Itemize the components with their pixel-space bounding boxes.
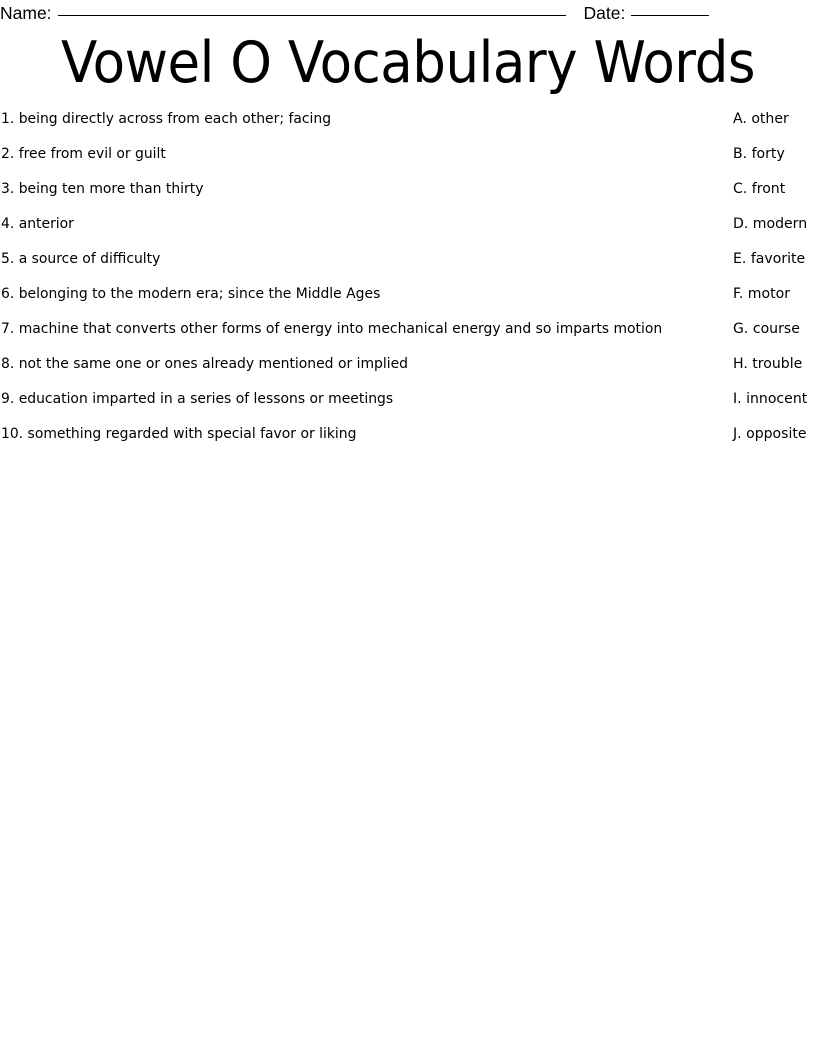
- list-item[interactable]: 10. something regarded with special favor or liking: [1, 426, 357, 442]
- list-item[interactable]: D. modern: [733, 216, 808, 232]
- list-item[interactable]: I. innocent: [733, 391, 808, 407]
- list-item[interactable]: 7. machine that converts other forms of energy into mechanical energy and so imparts motion: [1, 321, 663, 337]
- list-item[interactable]: E. favorite: [733, 251, 806, 267]
- list-item[interactable]: 1. being directly across from each other; facing: [1, 111, 332, 127]
- list-item[interactable]: 2. free from evil or guilt: [1, 146, 166, 162]
- page-title: Vowel O Vocabulary Words: [60, 30, 756, 96]
- list-item[interactable]: F. motor: [733, 286, 790, 302]
- name-label: Name:: [0, 3, 52, 23]
- list-item[interactable]: 9. education imparted in a series of lessons or meetings: [1, 391, 394, 407]
- list-item[interactable]: C. front: [733, 181, 786, 197]
- list-item[interactable]: H. trouble: [733, 356, 803, 372]
- word-bank-column: [733, 110, 816, 460]
- worksheet-header: [0, 0, 816, 26]
- date-label: Date:: [583, 3, 626, 23]
- date-write-in-line[interactable]: [631, 15, 709, 16]
- list-item[interactable]: A. other: [733, 111, 789, 127]
- list-item[interactable]: G. course: [733, 321, 800, 337]
- name-write-in-line[interactable]: [58, 15, 566, 16]
- list-item[interactable]: 3. being ten more than thirty: [1, 181, 204, 197]
- list-item[interactable]: 6. belonging to the modern era; since the Middle Ages: [1, 286, 381, 302]
- list-item[interactable]: B. forty: [733, 146, 785, 162]
- list-item[interactable]: 4. anterior: [1, 216, 74, 232]
- list-item[interactable]: J. opposite: [733, 426, 807, 442]
- definitions-column: [1, 110, 701, 460]
- list-item[interactable]: 8. not the same one or ones already mentioned or implied: [1, 356, 409, 372]
- list-item[interactable]: 5. a source of difficulty: [1, 251, 161, 267]
